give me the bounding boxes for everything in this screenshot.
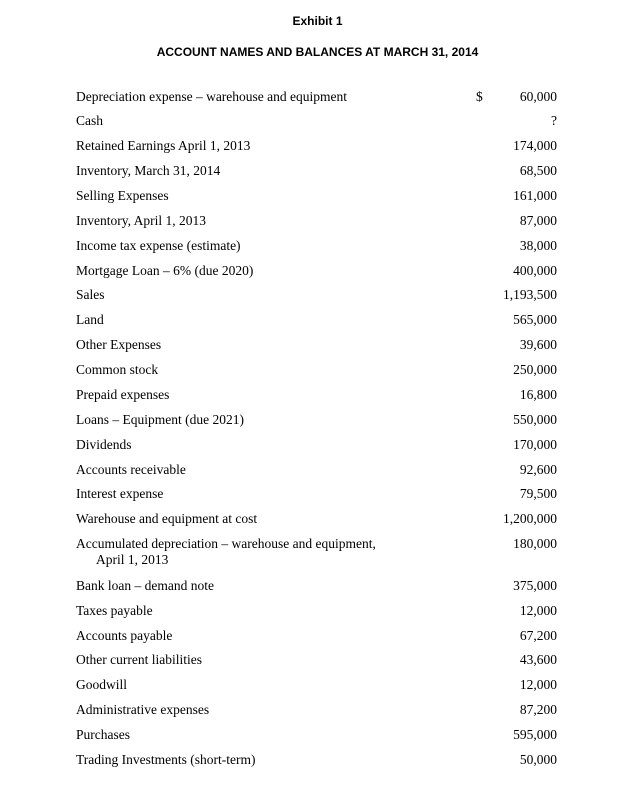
account-name: Prepaid expenses xyxy=(76,387,170,402)
account-name-line: Accumulated depreciation – warehouse and equipment, xyxy=(76,536,376,551)
account-name: Inventory, April 1, 2013 xyxy=(76,213,206,228)
account-name: Other Expenses xyxy=(76,337,162,352)
account-amount: 1,200,000 xyxy=(503,511,557,526)
account-amount: 60,000 xyxy=(519,89,557,104)
account-name: Warehouse and equipment at cost xyxy=(76,511,258,526)
account-name: Administrative expenses xyxy=(76,702,210,717)
account-name: Interest expense xyxy=(76,486,164,501)
account-amount: 79,500 xyxy=(519,486,557,501)
account-amount: 595,000 xyxy=(513,727,557,742)
account-amount: 16,800 xyxy=(519,387,557,402)
account-amount: 43,600 xyxy=(519,652,557,667)
account-name: Retained Earnings April 1, 2013 xyxy=(76,138,251,153)
account-amount: 12,000 xyxy=(519,677,557,692)
account-name: Goodwill xyxy=(76,677,128,692)
account-amount: 92,600 xyxy=(519,462,557,477)
account-amount: 87,000 xyxy=(519,213,557,228)
account-name: Depreciation expense – warehouse and equipment xyxy=(76,89,348,104)
account-name: Mortgage Loan – 6% (due 2020) xyxy=(76,263,254,278)
account-amount: 68,500 xyxy=(519,163,557,178)
account-amount: 161,000 xyxy=(513,188,557,203)
account-name: Inventory, March 31, 2014 xyxy=(76,163,221,178)
account-name: Cash xyxy=(76,113,103,128)
account-name: Selling Expenses xyxy=(76,188,169,203)
account-name: Trading Investments (short-term) xyxy=(76,752,256,767)
account-amount: 375,000 xyxy=(513,578,557,593)
account-name: Accounts receivable xyxy=(76,462,186,477)
account-name xyxy=(76,536,436,568)
account-amount: 170,000 xyxy=(513,437,557,452)
account-amount: 550,000 xyxy=(513,412,557,427)
currency-symbol: $ xyxy=(476,89,483,104)
account-name: Land xyxy=(76,312,104,327)
account-name: Dividends xyxy=(76,437,132,452)
account-name: Bank loan – demand note xyxy=(76,578,214,593)
account-amount: 12,000 xyxy=(519,603,557,618)
account-name: Accounts payable xyxy=(76,628,173,643)
account-amount: 400,000 xyxy=(513,263,557,278)
account-name: Sales xyxy=(76,287,105,302)
account-amount: 250,000 xyxy=(513,362,557,377)
account-name: Common stock xyxy=(76,362,159,377)
document-heading: ACCOUNT NAMES AND BALANCES AT MARCH 31, 2014 xyxy=(156,45,479,59)
account-amount: 565,000 xyxy=(513,312,557,327)
account-amount: 1,193,500 xyxy=(503,287,557,302)
account-amount: 38,000 xyxy=(519,238,557,253)
account-name: Taxes payable xyxy=(76,603,153,618)
account-amount: 67,200 xyxy=(519,628,557,643)
account-amount: 50,000 xyxy=(519,752,557,767)
account-amount: ? xyxy=(551,113,557,128)
account-amount: 87,200 xyxy=(519,702,557,717)
exhibit-title: Exhibit 1 xyxy=(292,14,343,28)
account-name: Purchases xyxy=(76,727,130,742)
account-amount: 174,000 xyxy=(513,138,557,153)
account-amount: 39,600 xyxy=(519,337,557,352)
account-name-continuation: April 1, 2013 xyxy=(96,552,169,567)
account-name: Loans – Equipment (due 2021) xyxy=(76,412,244,427)
account-amount: 180,000 xyxy=(513,536,557,551)
account-name: Other current liabilities xyxy=(76,652,202,667)
account-name: Income tax expense (estimate) xyxy=(76,238,241,253)
